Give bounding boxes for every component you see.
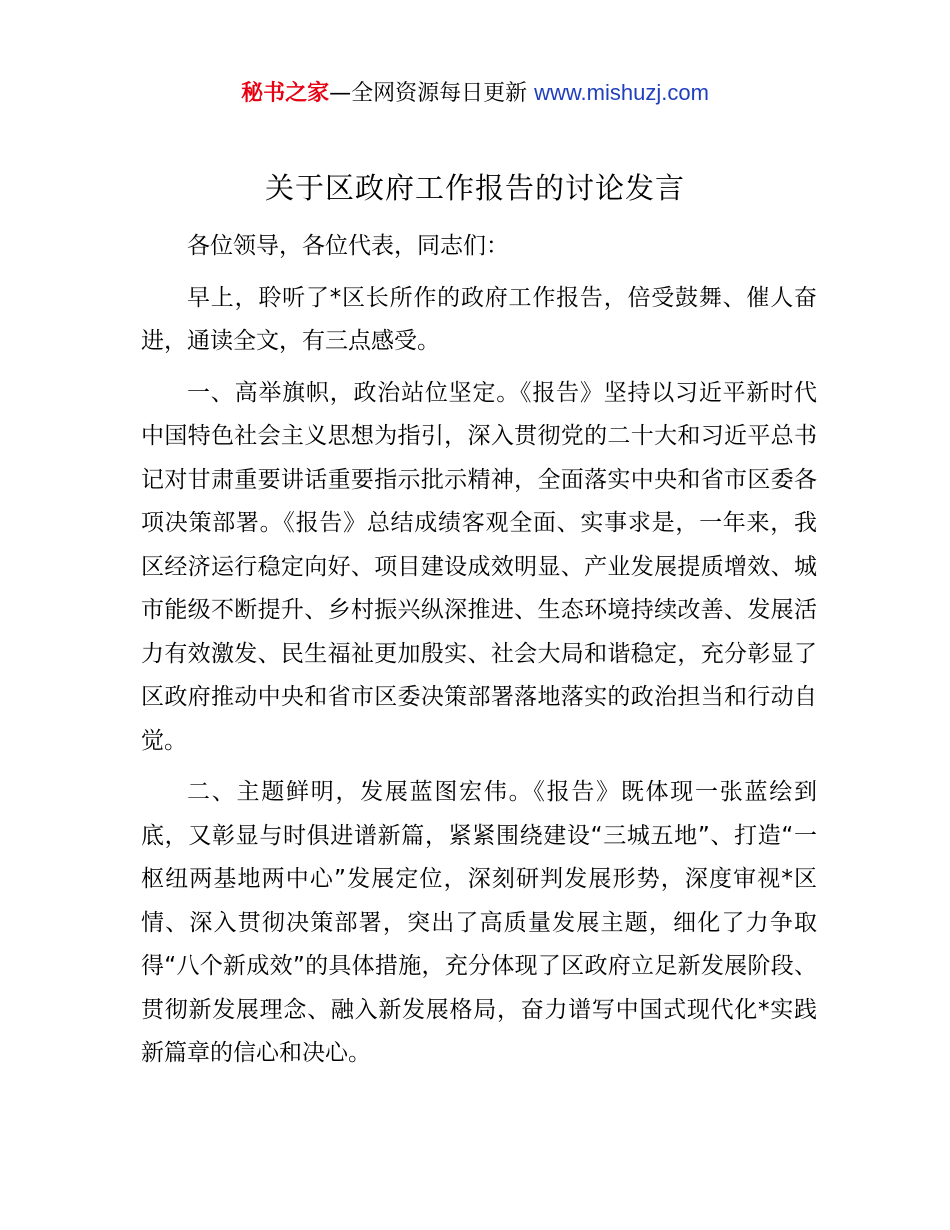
document-title: 关于区政府工作报告的讨论发言 — [264, 171, 685, 205]
salutation: 各位领导，各位代表，同志们： — [187, 233, 509, 259]
paragraph-point-one: 一、高举旗帜，政治站位坚定。《报告》坚持以习近平新时代中国特色社会主义思想为指引，深入贯彻党的二十大和习近平总书记对甘肃重要讲话重要指示批示精神，全面落实中央和省市区委各项决策部署。《报告》总结成绩客观全面、实事求是，一年来，我区经济运行稳定向好、项目建设成效明显、产业发展提质增效、城市能级不断提升、乡村振兴纵深推进、生态环境持续改善、发展活力有效激发、民生福祉更加殷实、社会大局和谐稳定，充分彰显了区政府推动中央和省市区委决策部署落地落实的政治担当和行动自觉。 — [141, 379, 817, 754]
site-url[interactable]: www.mishuzj.com — [534, 80, 709, 105]
site-header — [0, 78, 950, 109]
brand-name: 秘书之家 — [241, 81, 330, 106]
paragraph-intro: 早上，聆听了*区长所作的政府工作报告，倍受鼓舞、催人奋进，通读全文，有三点感受。 — [141, 284, 817, 354]
document-body — [141, 225, 817, 1084]
header-tagline: —全网资源每日更新 — [329, 81, 528, 106]
paragraph-point-two: 二、主题鲜明，发展蓝图宏伟。《报告》既体现一张蓝绘到底，又彰显与时俱进谱新篇，紧紧围绕建设“三城五地”、打造“一枢纽两基地两中心”发展定位，深刻研判发展形势，深度审视*区情、深入贯彻决策部署，突出了高质量发展主题，细化了力争取得“八个新成效”的具体措施，充分体现了区政府立足新发展阶段、贯彻新发展理念、融入新发展格局，奋力谱写中国式现代化*实践新篇章的信心和决心。 — [141, 779, 817, 1066]
